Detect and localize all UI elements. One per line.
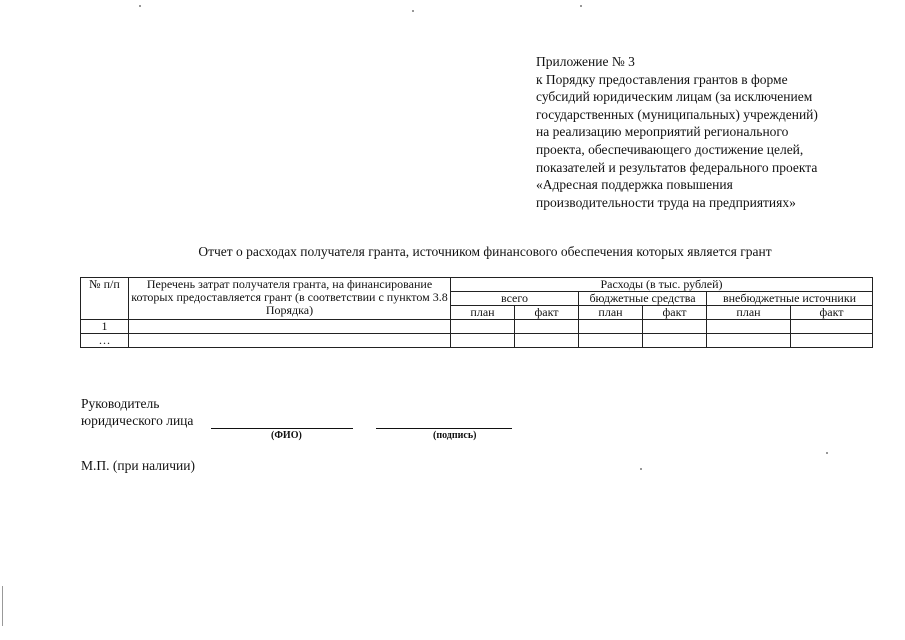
scan-speck <box>139 5 141 7</box>
subheader-plan: план <box>707 306 791 320</box>
subheader-fact: факт <box>515 306 579 320</box>
appendix-line: производительности труда на предприятиях» <box>536 194 796 210</box>
scan-speck <box>580 5 582 7</box>
group-header-total: всего <box>451 292 579 306</box>
group-header-budget: бюджетные средства <box>579 292 707 306</box>
table-cell <box>129 320 451 334</box>
table-cell <box>707 320 791 334</box>
table-cell <box>129 334 451 348</box>
table-cell <box>643 320 707 334</box>
appendix-line: субсидий юридическим лицам (за исключением <box>536 89 813 105</box>
scan-edge-mark <box>2 586 3 626</box>
table-row <box>81 334 873 348</box>
table-cell <box>451 320 515 334</box>
appendix-line: на реализацию мероприятий регионального <box>536 124 789 140</box>
appendix-line: показателей и результатов федерального проекта <box>536 159 818 175</box>
table-cell <box>515 334 579 348</box>
signer-title: Руководитель <box>81 396 160 411</box>
column-header-expense-list: Перечень затрат получателя гранта, на финансирование которых предоставляется грант (в соответствии с пунктом 3.8 Порядка) <box>129 278 451 320</box>
signer-block <box>81 395 193 429</box>
table-cell <box>579 320 643 334</box>
appendix-line: Приложение № 3 <box>536 54 635 69</box>
column-header-expenses: Расходы (в тыс. рублей) <box>451 278 873 292</box>
signature-caption: (подпись) <box>433 430 477 441</box>
column-header-num: № п/п <box>81 278 129 320</box>
table-cell <box>579 334 643 348</box>
table-cell <box>643 334 707 348</box>
signer-entity: юридического лица <box>81 413 194 428</box>
subheader-plan: план <box>451 306 515 320</box>
report-title: Отчет о расходах получателя гранта, источником финансового обеспечения которых является грант <box>198 244 772 259</box>
fio-caption: (ФИО) <box>271 430 302 441</box>
appendix-line: проекта, обеспечивающего достижение целей, <box>536 141 804 157</box>
table-cell <box>515 320 579 334</box>
stamp-label: М.П. (при наличии) <box>81 458 195 473</box>
table-row <box>81 320 873 334</box>
scan-speck <box>412 10 414 12</box>
signature-line <box>376 428 512 429</box>
subheader-fact: факт <box>643 306 707 320</box>
appendix-line: к Порядку предоставления грантов в форме <box>536 71 788 87</box>
row-number: … <box>81 334 129 348</box>
appendix-line: государственных (муниципальных) учреждений) <box>536 106 818 122</box>
table-cell <box>791 320 873 334</box>
appendix-line: «Адресная поддержка повышения <box>536 177 733 193</box>
subheader-fact: факт <box>791 306 873 320</box>
appendix-header <box>536 53 818 211</box>
table-cell <box>791 334 873 348</box>
group-header-extrabudget: внебюджетные источники <box>707 292 873 306</box>
subheader-plan: план <box>579 306 643 320</box>
table-cell <box>451 334 515 348</box>
row-number: 1 <box>81 320 129 334</box>
expense-report-table <box>80 277 873 348</box>
scan-speck <box>640 468 642 470</box>
scan-speck <box>826 452 828 454</box>
fio-line <box>211 428 353 429</box>
table-cell <box>707 334 791 348</box>
